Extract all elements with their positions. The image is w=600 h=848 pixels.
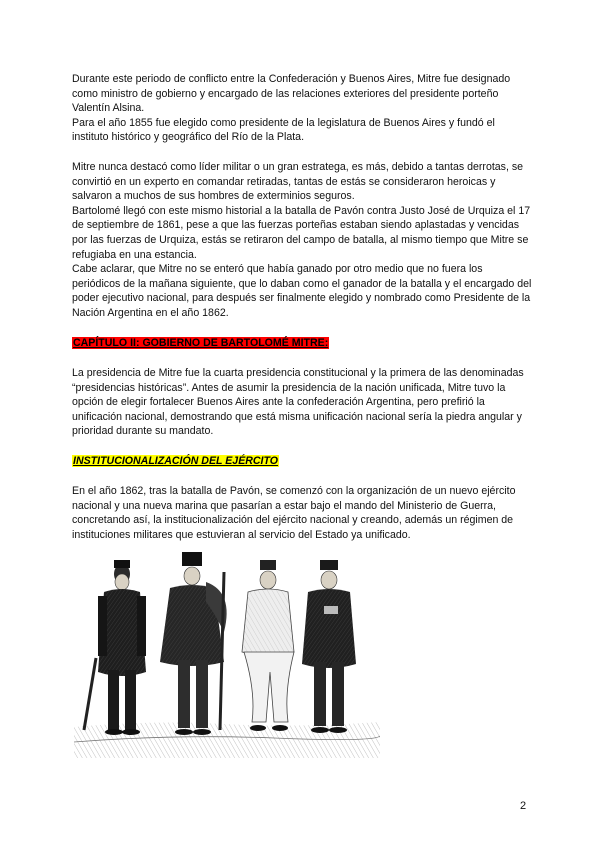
section-heading-text: INSTITUCIONALIZACIÓN DEL EJÉRCITO <box>73 455 279 467</box>
paragraph: Cabe aclarar, que Mitre no se enteró que había ganado por otro medio que no fuera los periódicos de la mañana siguiente, que lo daban como el ganador de la batalla y el encargado del poder ejecutivo nacional, para después ser finalmente elegido y nombrado como Presidente de la Nación Argentina en el año 1862. <box>72 263 532 319</box>
soldier-figure <box>302 560 356 733</box>
paragraph: Para el año 1855 fue elegido como presidente de la legislatura de Buenos Aires y fundó el instituto histórico y geográfico del Río de la Plata. <box>72 116 495 144</box>
chapter-heading-text: CAPÍTULO II: GOBIERNO DE BARTOLOMÉ MITRE: <box>73 337 329 349</box>
paragraph: La presidencia de Mitre fue la cuarta presidencia constitucional y la primera de las denominadas “presidencias históricas”. Antes de asumir la presidencia de la nación unificada, Mitre tuvo la opción de elegir fortalecer Buenos Aires ante la confederación Argentina, pero prefirió la unificación nacional, demostrando que está misma unificación nacional sería la piedra angular y prioridad durante su mandato. <box>72 367 524 438</box>
soldier-figure <box>160 552 227 735</box>
presidency-paragraph <box>72 366 532 439</box>
paragraph: Mitre nunca destacó como líder militar o un gran estratega, es más, debido a tantas derrotas, se convirtió en un experto en comandar retiradas, tantas de estás se consideraron heroicas y salvaron a muchos de sus hombres de exterminios seguros. <box>72 161 524 203</box>
section-heading <box>72 454 279 468</box>
soldier-figure <box>84 560 146 735</box>
army-paragraph <box>72 484 532 542</box>
paragraph: En el año 1862, tras la batalla de Pavón, se comenzó con la organización de un nuevo ejército nacional y una nueva marina que pasarían a estar bajo el mando del Ministerio de Guerra, concretando así, la institucionalización del ejército nacional y creando, además un régimen de instituciones militares que estuvieran al servicio del Estado ya unificado. <box>72 485 516 541</box>
soldiers-engraving <box>74 552 380 758</box>
soldier-figure <box>242 560 294 731</box>
intro-paragraphs <box>72 72 532 145</box>
chapter-heading <box>72 336 329 350</box>
military-history-paragraphs <box>72 160 532 321</box>
page-number: 2 <box>520 800 527 812</box>
paragraph: Durante este periodo de conflicto entre la Confederación y Buenos Aires, Mitre fue designado como ministro de gobierno y encargado de las relaciones exteriores del presidente porteño Valentín Alsina. <box>72 73 511 115</box>
paragraph: Bartolomé llegó con este mismo historial a la batalla de Pavón contra Justo José de Urquiza el 17 de septiembre de 1861, pese a que las fuerzas porteñas estaban siendo aplastadas y vencidas por las fuerzas de Urquiza, estás se retiraron del campo de batalla, al mismo tiempo que Mitre se refugiaba en una estancia. <box>72 204 531 261</box>
